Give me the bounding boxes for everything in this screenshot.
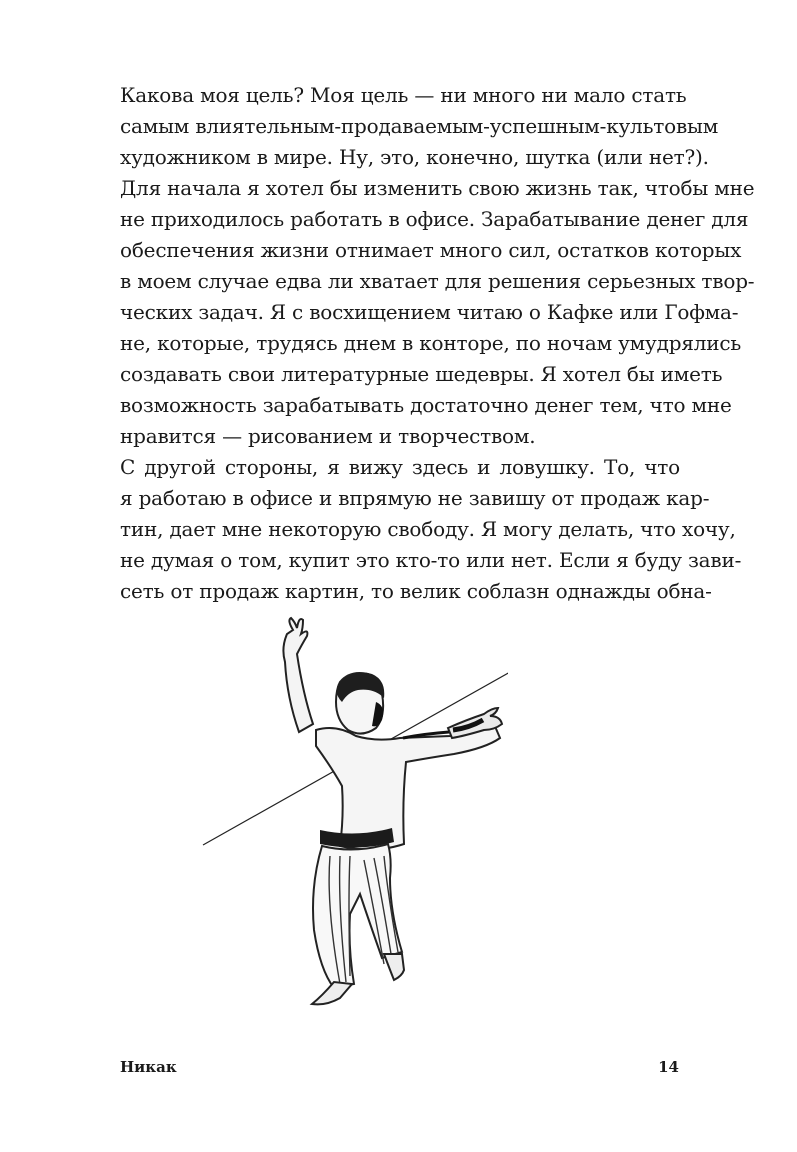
left-foot [312,982,352,1004]
text-line: обеспечения жизни отнимает много сил, остатков которых [120,238,742,262]
text-line: возможность зарабатывать достаточно денег тем, что мне [120,393,732,417]
text-line: самым влиятельным-продаваемым-успешным-культовым [120,114,719,138]
paragraph-1 [120,80,755,452]
dancing-man-illustration [198,610,508,1015]
text-line: Для начала я хотел бы изменить свою жизнь так, чтобы мне [120,176,755,200]
body-text [120,80,755,607]
paragraph-2 [120,452,742,607]
text-line: Какова моя цель? Моя цель — ни много ни мало стать [120,83,687,107]
text-line: не, которые, трудясь днем в конторе, по ночам умудрялись [120,331,742,355]
shirt [316,724,500,850]
text-line: сеть от продаж картин, то велик соблазн однажды обна- [120,579,712,603]
text-line: С другой стороны, я вижу здесь и ловушку. То, что [120,455,680,479]
page-number: 14 [658,1058,679,1076]
footer-book-title: Никак [120,1058,177,1076]
text-line: не думая о том, купит это кто-то или нет. Если я буду зави- [120,548,742,572]
raised-arm [283,618,313,732]
text-line: создавать свои литературные шедевры. Я хотел бы иметь [120,362,723,386]
text-line: нравится — рисованием и творчеством. [120,424,536,448]
text-line: тин, дает мне некоторую свободу. Я могу делать, что хочу, [120,517,736,541]
text-line: я работаю в офисе и впрямую не завишу от продаж кар- [120,486,710,510]
text-line: ческих задач. Я с восхищением читаю о Кафке или Гофма- [120,300,739,324]
text-line: художником в мире. Ну, это, конечно, шутка (или нет?). [120,145,709,169]
text-line: не приходилось работать в офисе. Зарабатывание денег для [120,207,749,231]
text-line: в моем случае едва ли хватает для решения серьезных твор- [120,269,755,293]
right-foot [384,954,404,980]
